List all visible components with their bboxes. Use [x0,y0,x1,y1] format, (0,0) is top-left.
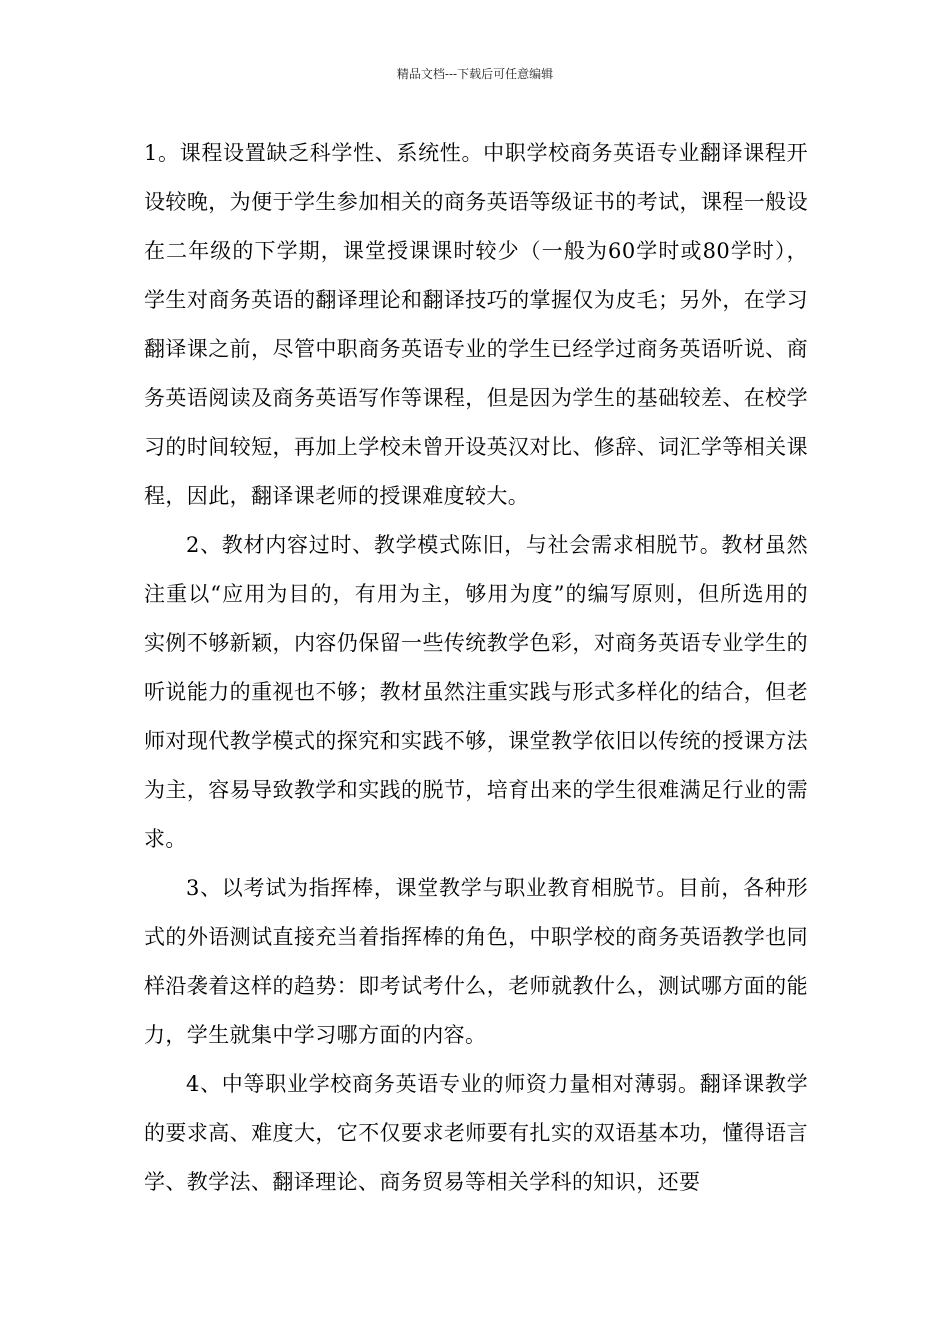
document-body [144,129,808,1207]
page-header: 精品文档---下载后可任意编辑 [396,67,554,81]
paragraph-2: 2、教材内容过时、教学模式陈旧，与社会需求相脱节。教材虽然注重以“应用为目的，有用为主，够用为度”的编写原则，但所选用的实例不够新颖，内容仍保留一些传统教学色彩，对商务英语专业学生的听说能力的重视也不够；教材虽然注重实践与形式多样化的结合，但老师对现代教学模式的探究和实践不够，课堂教学依旧以传统的授课方法为主，容易导致教学和实践的脱节，培育出来的学生很难满足行业的需求。 [144,533,808,851]
paragraph-3: 3、以考试为指挥棒，课堂教学与职业教育相脱节。目前，各种形式的外语测试直接充当着指挥棒的角色，中职学校的商务英语教学也同样沿袭着这样的趋势：即考试考什么，老师就教什么，测试哪方面的能力，学生就集中学习哪方面的内容。 [144,876,808,1047]
paragraph-4: 4、中等职业学校商务英语专业的师资力量相对薄弱。翻译课教学的要求高、难度大，它不仅要求老师要有扎实的双语基本功，懂得语言学、教学法、翻译理论、商务贸易等相关学科的知识，还要 [144,1072,808,1194]
paragraph-1: 1。课程设置缺乏科学性、系统性。中职学校商务英语专业翻译课程开设较晚，为便于学生参加相关的商务英语等级证书的考试，课程一般设在二年级的下学期，课堂授课课时较少（一般为60学时或80学时），学生对商务英语的翻译理论和翻译技巧的掌握仅为皮毛；另外，在学习翻译课之前，尽管中职商务英语专业的学生已经学过商务英语听说、商务英语阅读及商务英语写作等课程，但是因为学生的基础较差、在校学习的时间较短，再加上学校未曾开设英汉对比、修辞、词汇学等相关课程，因此，翻译课老师的授课难度较大。 [144,141,808,508]
